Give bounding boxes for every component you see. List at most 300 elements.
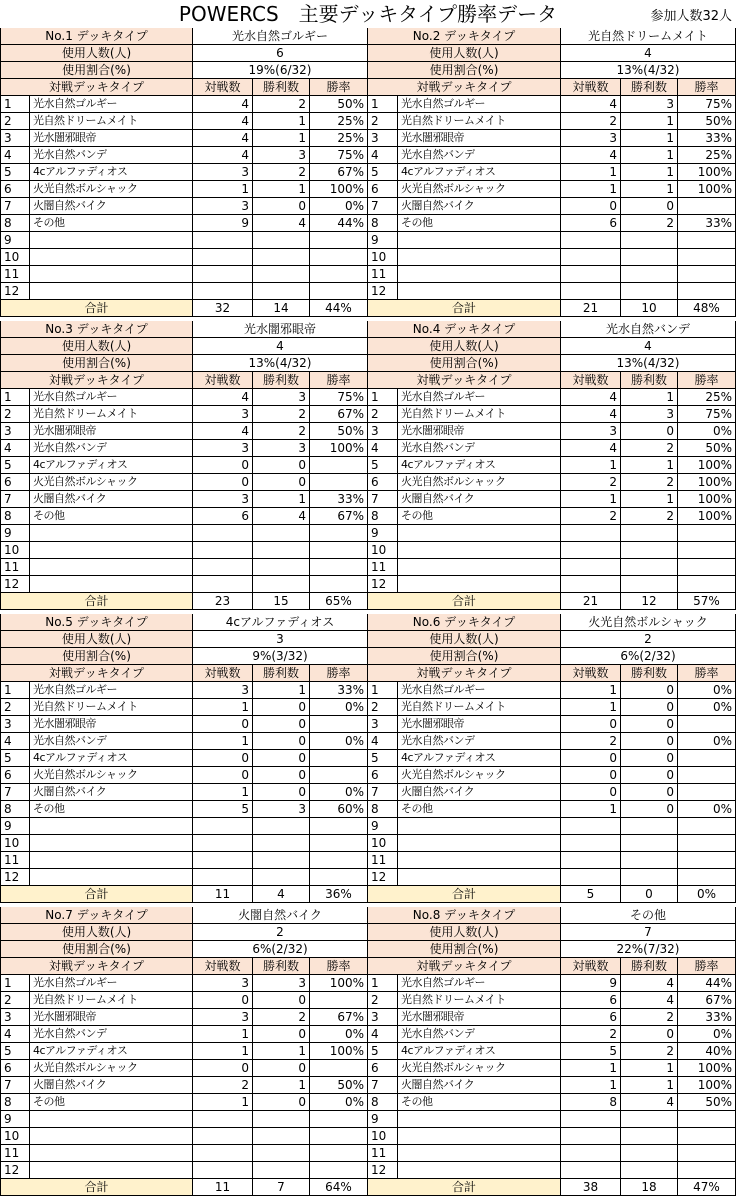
match-count	[193, 1111, 253, 1128]
row-number: 6	[0, 181, 30, 198]
usage-ratio-label: 使用割合(%)	[0, 648, 193, 665]
win-count: 2	[253, 96, 310, 113]
opponent-deck: 光水自然バンデ	[30, 147, 193, 164]
opponent-deck: 光水自然バンデ	[398, 147, 561, 164]
match-count	[561, 232, 621, 249]
win-rate: 75%	[310, 389, 368, 406]
win-rate: 0%	[678, 733, 736, 750]
win-count: 0	[253, 1060, 310, 1077]
matchup-row	[0, 992, 368, 1009]
deck-block	[0, 321, 368, 614]
win-rate: 50%	[678, 1094, 736, 1111]
opponent-deck: 4cアルファディオス	[30, 164, 193, 181]
opponent-deck: 火闇自然バイク	[30, 491, 193, 508]
opponent-deck: 光自然ドリームメイト	[398, 992, 561, 1009]
win-rate	[678, 266, 736, 283]
match-count	[193, 852, 253, 869]
row-number: 5	[0, 164, 30, 181]
total-matches: 23	[193, 593, 253, 610]
row-number: 11	[0, 559, 30, 576]
usage-ratio-value: 19%(6/32)	[193, 62, 368, 79]
win-rate: 0%	[310, 733, 368, 750]
win-rate: 50%	[310, 96, 368, 113]
win-rate: 50%	[310, 423, 368, 440]
win-rate: 100%	[678, 1060, 736, 1077]
match-count: 1	[193, 784, 253, 801]
matchup-row	[368, 113, 736, 130]
match-count	[561, 576, 621, 593]
total-winrate: 0%	[678, 886, 736, 903]
total-winrate: 47%	[678, 1179, 736, 1196]
match-count: 0	[193, 992, 253, 1009]
matchup-row	[0, 249, 368, 266]
opponent-deck: 光水闇邪眼帝	[398, 1009, 561, 1026]
win-rate	[310, 835, 368, 852]
match-count: 1	[193, 699, 253, 716]
win-rate	[678, 232, 736, 249]
matchup-row	[368, 147, 736, 164]
match-count: 0	[193, 457, 253, 474]
match-count: 3	[193, 406, 253, 423]
win-rate	[678, 1128, 736, 1145]
opponent-deck	[398, 525, 561, 542]
match-count	[193, 232, 253, 249]
opponent-deck	[30, 835, 193, 852]
usage-ratio-value: 13%(4/32)	[561, 62, 736, 79]
usage-count-row	[368, 924, 736, 941]
usage-count-value: 2	[561, 631, 736, 648]
matchup-row	[368, 232, 736, 249]
total-wins: 12	[621, 593, 678, 610]
total-row	[0, 593, 368, 610]
opponent-deck: 4cアルファディオス	[30, 750, 193, 767]
total-row	[368, 1179, 736, 1196]
total-winrate: 65%	[310, 593, 368, 610]
opponent-deck: その他	[30, 1094, 193, 1111]
usage-ratio-row	[368, 941, 736, 958]
row-number: 7	[0, 198, 30, 215]
matchup-row	[368, 869, 736, 886]
win-rate: 75%	[678, 96, 736, 113]
win-count: 0	[621, 1026, 678, 1043]
usage-ratio-value: 6%(2/32)	[561, 648, 736, 665]
usage-count-row	[0, 45, 368, 62]
win-rate	[310, 525, 368, 542]
match-count: 0	[561, 198, 621, 215]
match-count: 2	[561, 474, 621, 491]
win-rate	[310, 716, 368, 733]
row-number: 6	[368, 181, 398, 198]
matchup-row	[368, 1145, 736, 1162]
match-count: 1	[561, 1060, 621, 1077]
deck-number-label: No.6 デッキタイプ	[368, 614, 561, 631]
opponent-deck: 光水自然ゴルギー	[30, 96, 193, 113]
matchup-row	[368, 767, 736, 784]
match-count	[561, 283, 621, 300]
win-count: 1	[621, 113, 678, 130]
match-count: 4	[193, 423, 253, 440]
row-number: 3	[0, 716, 30, 733]
matches-header: 対戦数	[193, 372, 253, 389]
deck-number-label: No.4 デッキタイプ	[368, 321, 561, 338]
opponent-deck: その他	[30, 215, 193, 232]
match-count	[561, 1128, 621, 1145]
match-count	[193, 525, 253, 542]
matchup-row	[368, 1026, 736, 1043]
win-rate: 25%	[678, 147, 736, 164]
match-count: 1	[193, 181, 253, 198]
deck-name: 光水闇邪眼帝	[193, 321, 368, 338]
deck-block	[368, 321, 736, 614]
win-count	[253, 869, 310, 886]
opponent-deck	[398, 1145, 561, 1162]
opponent-deck: 火光自然ボルシャック	[30, 181, 193, 198]
win-rate	[310, 1162, 368, 1179]
win-count: 3	[253, 440, 310, 457]
win-count: 3	[253, 975, 310, 992]
row-number: 5	[368, 164, 398, 181]
usage-ratio-label: 使用割合(%)	[368, 648, 561, 665]
row-number: 6	[368, 1060, 398, 1077]
deck-number-label: No.5 デッキタイプ	[0, 614, 193, 631]
match-count	[561, 852, 621, 869]
row-number: 2	[0, 406, 30, 423]
usage-ratio-label: 使用割合(%)	[0, 62, 193, 79]
win-rate: 67%	[310, 406, 368, 423]
matchup-row	[0, 1060, 368, 1077]
usage-ratio-row	[0, 62, 368, 79]
opponent-header: 対戦デッキタイプ	[0, 372, 193, 389]
matchup-row	[0, 733, 368, 750]
matchup-row	[0, 1145, 368, 1162]
match-count: 4	[561, 389, 621, 406]
win-count: 3	[253, 147, 310, 164]
row-number: 1	[368, 975, 398, 992]
match-count	[193, 559, 253, 576]
deck-name-row	[0, 321, 368, 338]
deck-number-label: No.8 デッキタイプ	[368, 907, 561, 924]
matchup-row	[0, 835, 368, 852]
win-rate	[678, 198, 736, 215]
deck-block	[0, 614, 368, 907]
match-count: 6	[193, 508, 253, 525]
win-count	[621, 266, 678, 283]
matchup-row	[0, 576, 368, 593]
win-count	[253, 249, 310, 266]
opponent-deck	[398, 1162, 561, 1179]
win-rate: 100%	[678, 474, 736, 491]
page-title: POWERCS 主要デッキタイプ勝率データ	[178, 2, 558, 26]
row-number: 10	[0, 835, 30, 852]
win-rate: 67%	[310, 508, 368, 525]
opponent-deck: 光水自然バンデ	[30, 1026, 193, 1043]
total-matches: 11	[193, 1179, 253, 1196]
match-count: 3	[193, 975, 253, 992]
win-rate: 75%	[678, 406, 736, 423]
opponent-deck: 火闇自然バイク	[30, 198, 193, 215]
row-number: 8	[0, 508, 30, 525]
match-count: 1	[193, 1094, 253, 1111]
row-number: 9	[368, 818, 398, 835]
column-header-row	[0, 79, 368, 96]
win-rate: 0%	[310, 1026, 368, 1043]
win-count: 2	[253, 423, 310, 440]
win-count	[621, 576, 678, 593]
match-count	[193, 1145, 253, 1162]
win-count: 2	[621, 1043, 678, 1060]
column-header-row	[368, 372, 736, 389]
matchup-row	[368, 835, 736, 852]
row-number: 7	[0, 1077, 30, 1094]
row-number: 8	[368, 1094, 398, 1111]
win-rate	[678, 1145, 736, 1162]
matches-header: 対戦数	[193, 958, 253, 975]
win-rate	[678, 576, 736, 593]
win-count: 0	[621, 423, 678, 440]
row-number: 11	[368, 559, 398, 576]
match-count	[561, 869, 621, 886]
win-rate	[678, 750, 736, 767]
row-number: 3	[368, 423, 398, 440]
usage-ratio-row	[0, 355, 368, 372]
opponent-deck: その他	[30, 801, 193, 818]
total-matches: 38	[561, 1179, 621, 1196]
match-count: 6	[561, 215, 621, 232]
deck-block	[368, 907, 736, 1200]
opponent-deck	[30, 266, 193, 283]
winrate-header: 勝率	[678, 79, 736, 96]
opponent-deck	[398, 283, 561, 300]
matchup-row	[0, 96, 368, 113]
matchup-row	[0, 508, 368, 525]
opponent-deck	[398, 852, 561, 869]
match-count: 1	[561, 1077, 621, 1094]
match-count	[561, 249, 621, 266]
winrate-header: 勝率	[678, 372, 736, 389]
matchup-row	[368, 215, 736, 232]
win-count: 2	[621, 215, 678, 232]
row-number: 6	[368, 767, 398, 784]
win-rate: 100%	[678, 164, 736, 181]
row-number: 9	[0, 525, 30, 542]
deck-name: 火光自然ボルシャック	[561, 614, 736, 631]
win-rate: 100%	[310, 1043, 368, 1060]
match-count	[193, 542, 253, 559]
matchup-row	[368, 975, 736, 992]
matchup-row	[0, 1162, 368, 1179]
opponent-deck: その他	[398, 508, 561, 525]
matchup-row	[0, 525, 368, 542]
opponent-deck: 光水自然バンデ	[398, 440, 561, 457]
total-label: 合計	[0, 300, 193, 317]
matchup-row	[368, 508, 736, 525]
matchup-row	[0, 215, 368, 232]
match-count: 0	[561, 767, 621, 784]
total-row	[0, 1179, 368, 1196]
match-count: 5	[193, 801, 253, 818]
row-number: 12	[368, 869, 398, 886]
matchup-row	[368, 733, 736, 750]
matches-header: 対戦数	[561, 665, 621, 682]
win-rate	[678, 869, 736, 886]
total-label: 合計	[368, 593, 561, 610]
row-number: 3	[0, 130, 30, 147]
match-count: 3	[193, 682, 253, 699]
win-rate: 0%	[678, 1026, 736, 1043]
row-number: 11	[0, 852, 30, 869]
opponent-deck: 光自然ドリームメイト	[30, 113, 193, 130]
row-number: 3	[368, 716, 398, 733]
row-number: 6	[0, 1060, 30, 1077]
opponent-deck: 光水闇邪眼帝	[30, 1009, 193, 1026]
row-number: 10	[368, 1128, 398, 1145]
win-count	[621, 232, 678, 249]
row-number: 9	[0, 818, 30, 835]
opponent-deck	[398, 232, 561, 249]
matchup-row	[0, 457, 368, 474]
matchup-row	[368, 389, 736, 406]
win-rate: 67%	[310, 164, 368, 181]
win-count	[621, 525, 678, 542]
opponent-deck: 火闇自然バイク	[398, 491, 561, 508]
deck-block	[0, 907, 368, 1200]
total-label: 合計	[368, 1179, 561, 1196]
usage-ratio-row	[368, 355, 736, 372]
win-rate: 100%	[310, 181, 368, 198]
wins-header: 勝利数	[621, 665, 678, 682]
matchup-row	[368, 784, 736, 801]
win-count: 0	[621, 682, 678, 699]
wins-header: 勝利数	[253, 665, 310, 682]
deck-name: その他	[561, 907, 736, 924]
win-rate: 44%	[310, 215, 368, 232]
opponent-deck: 光水自然ゴルギー	[398, 682, 561, 699]
row-number: 12	[0, 869, 30, 886]
match-count: 8	[561, 1094, 621, 1111]
opponent-deck: 光自然ドリームメイト	[30, 992, 193, 1009]
matchup-row	[0, 716, 368, 733]
win-rate	[678, 542, 736, 559]
winrate-header: 勝率	[310, 79, 368, 96]
win-count: 2	[621, 1009, 678, 1026]
row-number: 4	[368, 440, 398, 457]
match-count: 1	[561, 491, 621, 508]
row-number: 9	[368, 232, 398, 249]
win-rate	[678, 249, 736, 266]
win-count	[253, 576, 310, 593]
win-count: 1	[253, 491, 310, 508]
win-count: 0	[621, 716, 678, 733]
row-number: 2	[0, 992, 30, 1009]
row-number: 6	[0, 767, 30, 784]
win-count: 0	[253, 767, 310, 784]
matchup-row	[368, 801, 736, 818]
opponent-deck: 4cアルファディオス	[398, 1043, 561, 1060]
total-wins: 7	[253, 1179, 310, 1196]
opponent-deck: 光自然ドリームメイト	[398, 113, 561, 130]
row-number: 2	[0, 699, 30, 716]
win-rate: 67%	[678, 992, 736, 1009]
win-count: 0	[253, 474, 310, 491]
opponent-deck	[30, 249, 193, 266]
win-rate	[310, 559, 368, 576]
matchup-row	[0, 440, 368, 457]
total-matches: 21	[561, 300, 621, 317]
win-count: 2	[621, 440, 678, 457]
usage-ratio-row	[368, 62, 736, 79]
usage-count-value: 4	[193, 338, 368, 355]
usage-ratio-row	[0, 648, 368, 665]
win-count: 0	[253, 1094, 310, 1111]
win-rate: 0%	[678, 801, 736, 818]
usage-count-value: 6	[193, 45, 368, 62]
matchup-row	[0, 1026, 368, 1043]
win-count: 0	[621, 750, 678, 767]
usage-count-value: 7	[561, 924, 736, 941]
deck-number-label: No.1 デッキタイプ	[0, 28, 193, 45]
matchup-row	[368, 1111, 736, 1128]
win-count: 3	[253, 389, 310, 406]
matchup-row	[0, 699, 368, 716]
usage-ratio-value: 6%(2/32)	[193, 941, 368, 958]
win-rate	[310, 767, 368, 784]
row-number: 2	[368, 113, 398, 130]
win-count: 0	[253, 457, 310, 474]
match-count	[561, 1145, 621, 1162]
opponent-deck	[30, 1145, 193, 1162]
win-count: 0	[621, 767, 678, 784]
match-count: 2	[561, 1026, 621, 1043]
opponent-deck	[398, 542, 561, 559]
row-number: 7	[0, 491, 30, 508]
win-count	[621, 283, 678, 300]
total-matches: 21	[561, 593, 621, 610]
opponent-deck: 火光自然ボルシャック	[30, 767, 193, 784]
win-count	[253, 1145, 310, 1162]
winrate-header: 勝率	[310, 958, 368, 975]
win-count: 0	[253, 716, 310, 733]
win-rate	[678, 716, 736, 733]
row-number: 3	[0, 1009, 30, 1026]
win-rate	[310, 232, 368, 249]
win-rate: 40%	[678, 1043, 736, 1060]
row-number: 11	[368, 852, 398, 869]
matchup-row	[368, 1128, 736, 1145]
win-count	[253, 266, 310, 283]
opponent-deck: 4cアルファディオス	[398, 457, 561, 474]
matchup-row	[0, 164, 368, 181]
win-rate	[310, 1128, 368, 1145]
row-number: 11	[368, 266, 398, 283]
win-rate: 100%	[678, 1077, 736, 1094]
matchup-row	[0, 784, 368, 801]
winrate-header: 勝率	[310, 665, 368, 682]
total-winrate: 36%	[310, 886, 368, 903]
opponent-deck: 火光自然ボルシャック	[398, 767, 561, 784]
opponent-deck	[398, 818, 561, 835]
matchup-row	[0, 1009, 368, 1026]
row-number: 5	[0, 750, 30, 767]
win-rate: 33%	[678, 130, 736, 147]
usage-count-label: 使用人数(人)	[368, 45, 561, 62]
row-number: 5	[0, 1043, 30, 1060]
matchup-row	[0, 474, 368, 491]
total-row	[368, 593, 736, 610]
deck-number-label: No.2 デッキタイプ	[368, 28, 561, 45]
opponent-deck: 4cアルファディオス	[30, 457, 193, 474]
win-count	[621, 1145, 678, 1162]
row-number: 6	[368, 474, 398, 491]
